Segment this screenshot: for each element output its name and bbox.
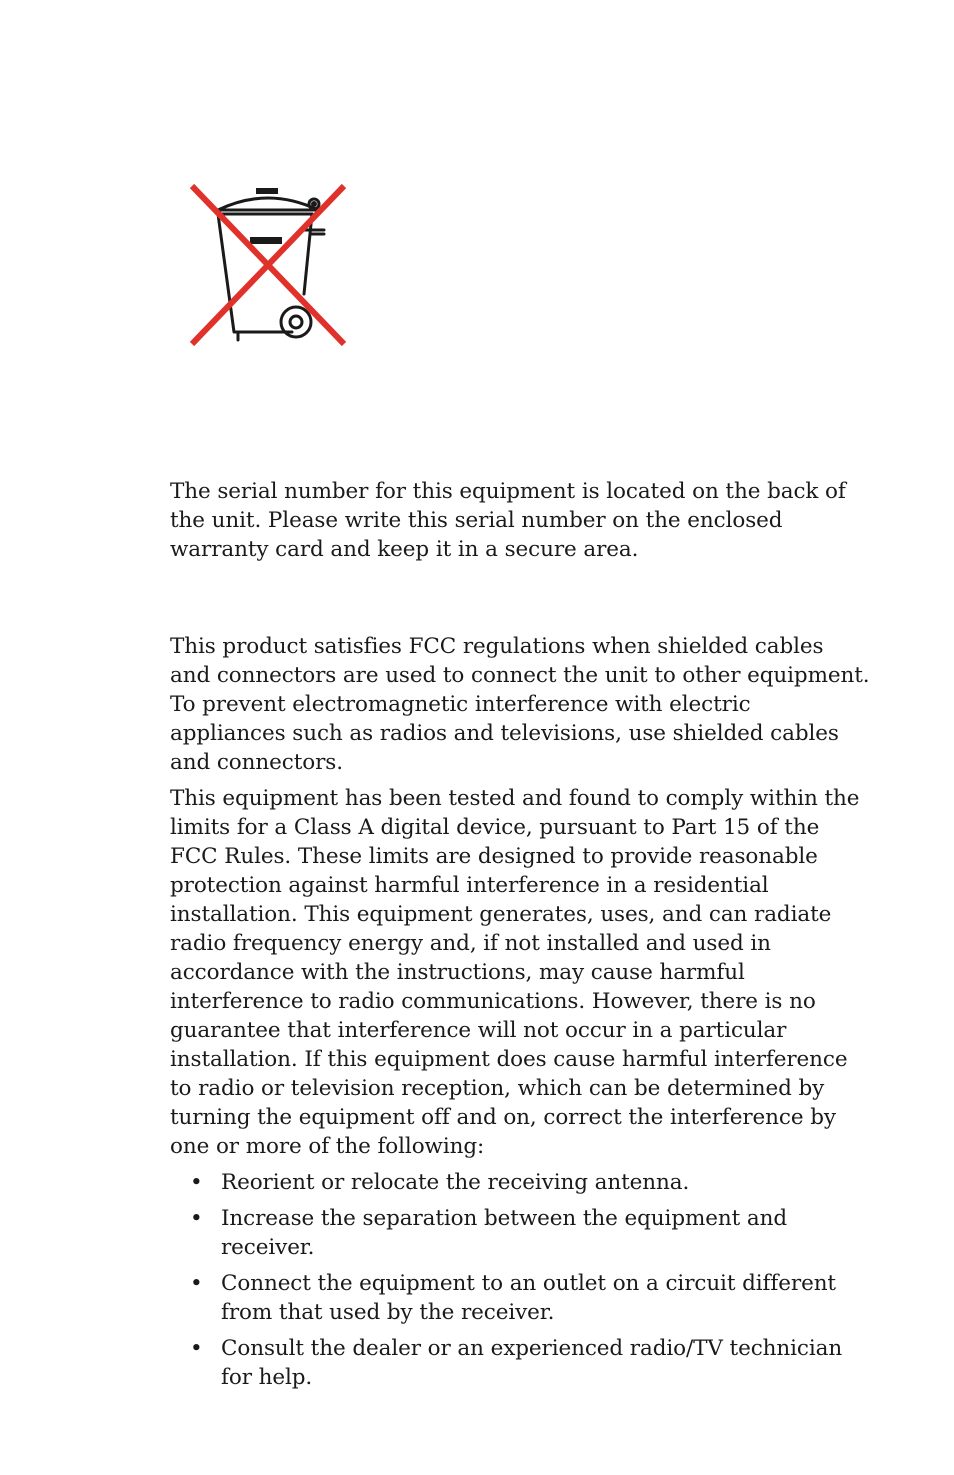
bullet-icon: • <box>190 1271 203 1296</box>
list-item-text: Consult the dealer or an experienced radio/TV technician for help. <box>221 1336 843 1390</box>
list-item <box>170 1334 870 1392</box>
list-item <box>170 1168 870 1197</box>
serial-number-paragraph: The serial number for this equipment is located on the back of the unit. Please write this serial number on the enclosed warranty card and keep it in a secure area. <box>170 479 846 562</box>
crossed-out-wheelie-bin-icon <box>188 182 348 348</box>
fcc-shielded-cables-paragraph: This product satisfies FCC regulations when shielded cables and connectors are used to connect the unit to other equipment. To prevent electromagnetic interference with electric appliances such as radios and televisions, use shielded cables and connectors. <box>170 634 870 775</box>
interference-remedies-list <box>170 1168 870 1392</box>
list-item-text: Reorient or relocate the receiving antenna. <box>221 1170 690 1195</box>
fcc-class-a-paragraph: This equipment has been tested and found to comply within the limits for a Class A digital device, pursuant to Part 15 of the FCC Rules. These limits are designed to provide reasonable protection against harmful interference in a residential installation. This equipment generates, uses, and can radiate radio frequency energy and, if not installed and used in accordance with the instructions, may cause harmful interference to radio communications. However, there is no guarantee that interference will not occur in a particular installation. If this equipment does cause harmful interference to radio or television reception, which can be determined by turning the equipment off and on, correct the interference by one or more of the following: <box>170 786 860 1159</box>
bullet-icon: • <box>190 1170 203 1195</box>
bullet-icon: • <box>190 1206 203 1231</box>
list-item-text: Increase the separation between the equipment and receiver. <box>221 1206 788 1260</box>
list-item-text: Connect the equipment to an outlet on a circuit different from that used by the receiver. <box>221 1271 836 1325</box>
list-item <box>170 1269 870 1327</box>
list-item <box>170 1204 870 1262</box>
bullet-icon: • <box>190 1336 203 1361</box>
document-body <box>170 477 870 1399</box>
